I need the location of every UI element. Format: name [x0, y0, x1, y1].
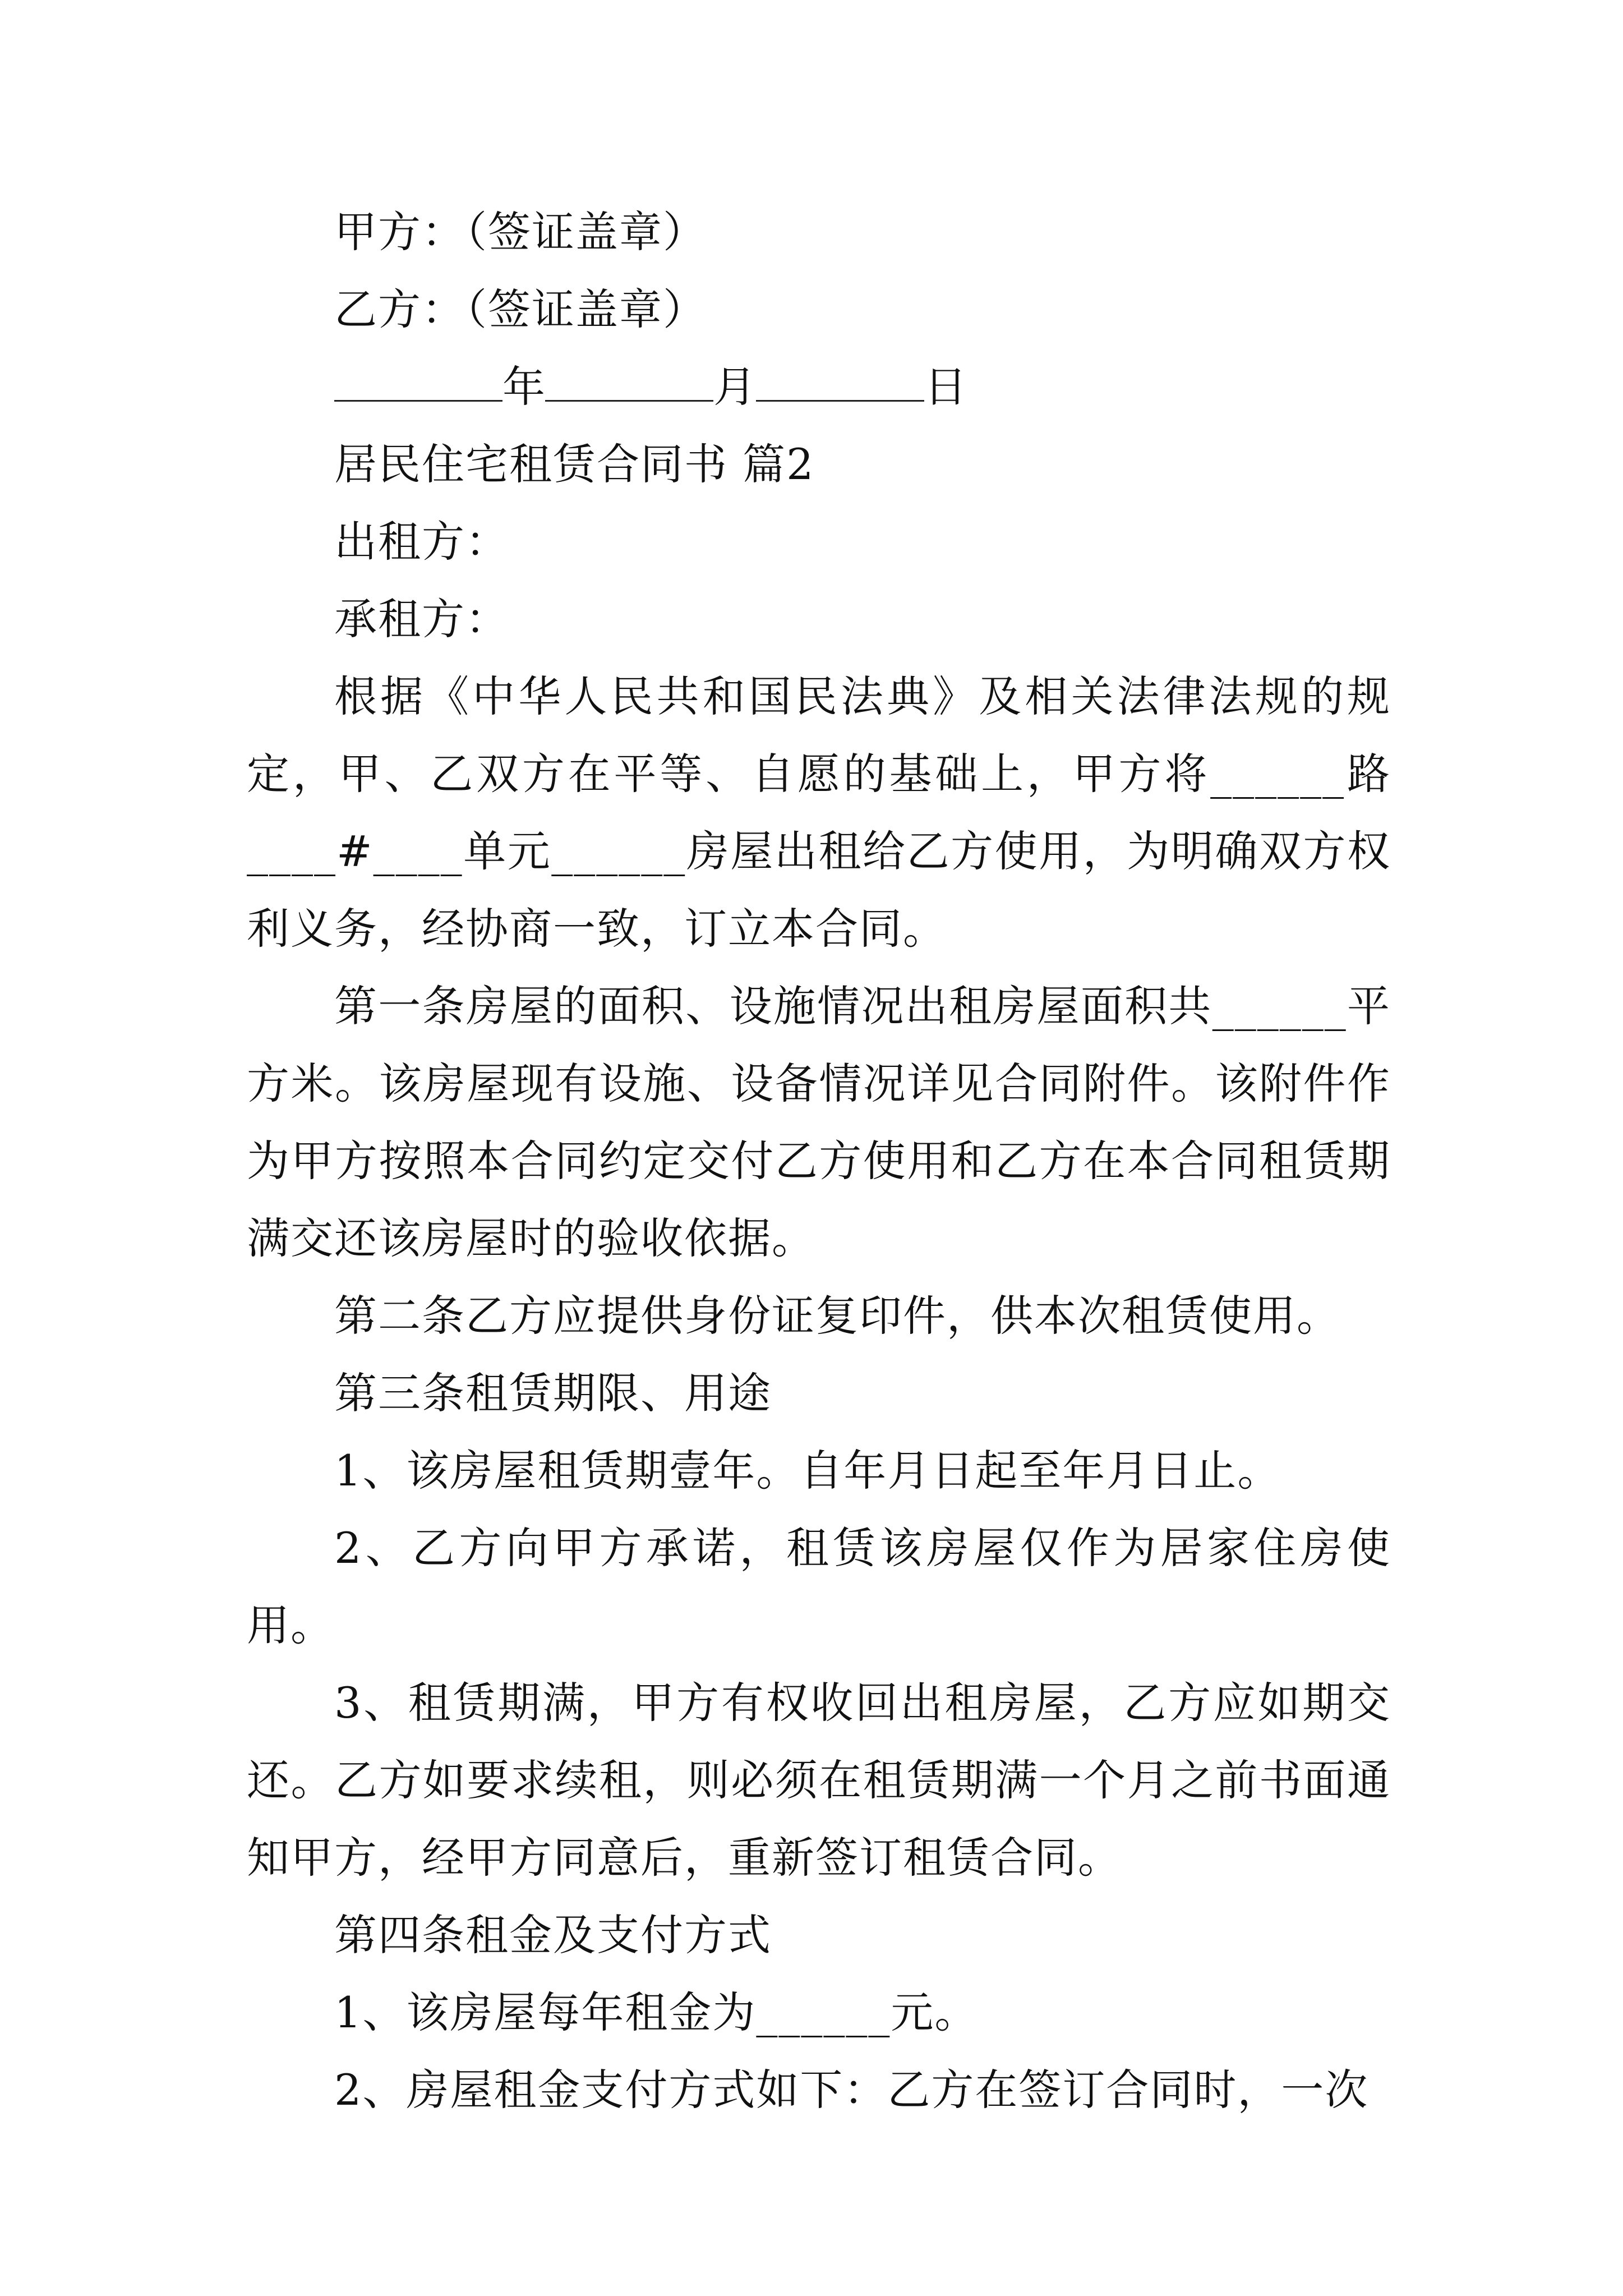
month-label: 月 [713, 362, 756, 412]
document-body [247, 194, 1391, 2129]
year-label: 年 [502, 362, 545, 412]
signature-date [247, 348, 1391, 426]
day-blank [756, 361, 924, 402]
month-blank [545, 361, 713, 402]
article-4-item-2: 2、房屋租金支付方式如下：乙方在签订合同时，一次 [334, 2065, 1369, 2115]
article-1-paragraph: 第一条房屋的面积、设施情况出租房屋面积共______平方米。该房屋现有设施、设备情况详见合同附件。该附件作为甲方按照本合同约定交付乙方使用和乙方在本合同租赁期满交还该房屋时的验收依据。 [247, 981, 1391, 1263]
article-4-heading: 第四条租金及支付方式 [334, 1910, 772, 1960]
intro-paragraph: 根据《中华人民共和国民法典》及相关法律法规的规定，甲、乙双方在平等、自愿的基础上，甲方将______路____#____单元______房屋出租给乙方使用，为明确双方权利义务，经协商一致，订立本合同。 [247, 671, 1391, 954]
party-a-signature: 甲方：（签证盖章） [334, 207, 707, 257]
article-3-item-2: 2、乙方向甲方承诺，租赁该房屋仅作为居家住房使用。 [247, 1523, 1391, 1650]
contract-title: 居民住宅租赁合同书 篇2 [334, 439, 815, 489]
year-blank [334, 361, 502, 402]
day-label: 日 [924, 362, 967, 412]
article-3-item-1: 1、该房屋租赁期壹年。自年月日起至年月日止。 [334, 1446, 1281, 1496]
article-4-item-1: 1、该房屋每年租金为______元。 [334, 1987, 979, 2037]
article-2-paragraph: 第二条乙方应提供身份证复印件，供本次租赁使用。 [334, 1291, 1340, 1341]
lessee-label: 承租方： [334, 594, 509, 644]
party-b-signature: 乙方：（签证盖章） [334, 284, 707, 334]
lessor-label: 出租方： [334, 517, 509, 567]
article-3-item-3: 3、租赁期满，甲方有权收回出租房屋，乙方应如期交还。乙方如要求续租，则必须在租赁期满一个月之前书面通知甲方，经甲方同意后，重新签订租赁合同。 [247, 1678, 1391, 1883]
article-3-heading: 第三条租赁期限、用途 [334, 1368, 772, 1418]
